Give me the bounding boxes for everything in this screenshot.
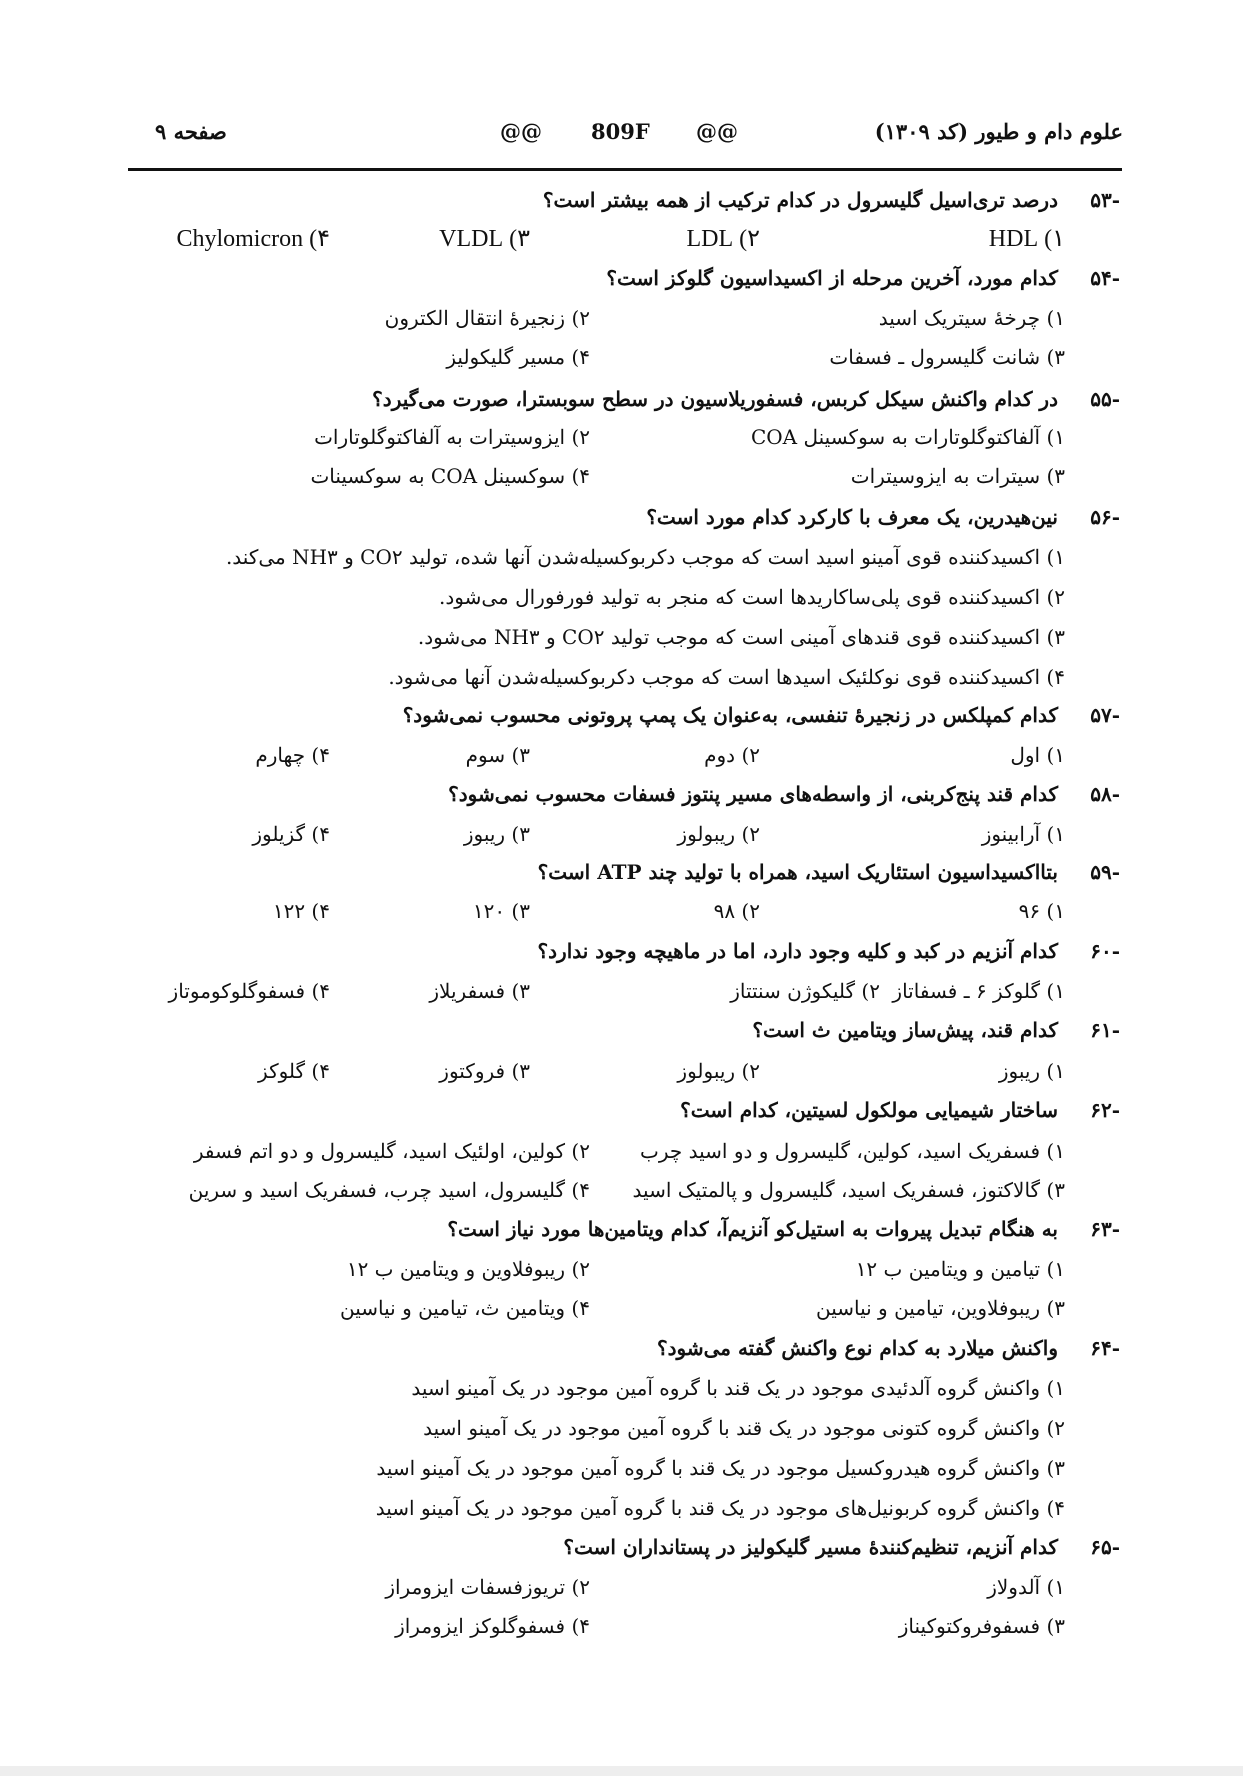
option-56-4-row (165, 665, 1120, 701)
option-3: ۳) شانت گلیسرول ـ فسفات (829, 345, 1065, 369)
options-62-row1 (165, 1139, 1120, 1175)
question-57 (165, 703, 1120, 739)
option-2: ۲) ایزوسیترات به آلفاکتوگلوتارات (314, 425, 590, 449)
question-text: کدام قند پنج‌کربنی، از واسطه‌های مسیر پنتوز فسفات محسوب نمی‌شود؟ (448, 782, 1058, 806)
option-2: ۲) زنجیرهٔ انتقال الکترون (384, 306, 590, 330)
question-number: -۶۴ (1090, 1336, 1120, 1360)
question-text: به هنگام تبدیل پیروات به استیل‌کو آنزیم‌آ، کدام ویتامین‌ها مورد نیاز است؟ (447, 1217, 1058, 1241)
options-54-row2 (165, 345, 1120, 381)
option-1: ۱) آلفاکتوگلوتارات به سوکسینل COA (750, 425, 1065, 449)
option-3: ۳) گالاکتوز، فسفریک اسید، گلیسرول و پالمتیک اسید (632, 1178, 1065, 1202)
options-61 (165, 1059, 1120, 1095)
option-3: ۳) ۱۲۰ (472, 899, 530, 923)
question-56 (165, 505, 1120, 541)
option-2: ۲) ریبولوز (677, 1059, 760, 1083)
header-marker-right: @@ (696, 119, 738, 144)
question-53 (165, 188, 1120, 224)
option-64-4-row (165, 1496, 1120, 1532)
option-4: ۴) گلیسرول، اسید چرب، فسفریک اسید و سرین (188, 1178, 590, 1202)
option-56-2-row (165, 585, 1120, 621)
booklet-code: 809F (591, 119, 650, 144)
question-59 (165, 860, 1120, 896)
options-65-row2 (165, 1614, 1120, 1650)
options-63-row1 (165, 1257, 1120, 1293)
question-62 (165, 1098, 1120, 1134)
option-3: ۳) VLDL (439, 226, 530, 252)
question-text: کدام مورد، آخرین مرحله از اکسیداسیون گلوکز است؟ (606, 266, 1058, 290)
option-3: ۳) ریبوفلاوین، تیامین و نیاسین (815, 1296, 1065, 1320)
header-divider (128, 168, 1122, 171)
option-4: ۴) گزیلوز (252, 822, 330, 846)
question-61 (165, 1018, 1120, 1054)
option-4: ۴) فسفوگلوکوموتاز (168, 979, 330, 1003)
question-54 (165, 266, 1120, 302)
option-2: ۲) گلیکوژن سنتتاز (730, 979, 880, 1003)
option-1: ۱) ریبوز (998, 1059, 1065, 1083)
question-text: درصد تری‌اسیل گلیسرول در کدام ترکیب از همه بیشتر است؟ (542, 188, 1058, 212)
option-3: ۳) سیترات به ایزوسیترات (850, 464, 1065, 488)
question-text: کدام آنزیم، تنظیم‌کنندهٔ مسیر گلیکولیز در پستانداران است؟ (563, 1535, 1058, 1559)
option-1: ۱) آرابینوز (981, 822, 1065, 846)
question-text: بتااکسیداسیون استئاریک اسید، همراه با تولید چند ATP است؟ (537, 860, 1058, 884)
option-2: ۲) ریبولوز (677, 822, 760, 846)
exam-title: علوم دام و طیور (کد ۱۳۰۹) (874, 119, 1123, 144)
question-58 (165, 782, 1120, 818)
option-1: ۱) واکنش گروه آلدئیدی موجود در یک قند با گروه آمین موجود در یک آمینو اسید (411, 1376, 1065, 1400)
options-55-row2 (165, 464, 1120, 500)
question-65 (165, 1535, 1120, 1571)
question-number: -۵۹ (1090, 860, 1120, 884)
option-4: ۴) گلوکز (258, 1059, 330, 1083)
option-4: ۴) ۱۲۲ (272, 899, 330, 923)
question-number: -۵۴ (1090, 266, 1120, 290)
option-64-3-row (165, 1456, 1120, 1492)
options-62-row2 (165, 1178, 1120, 1214)
options-55-row1 (165, 425, 1120, 461)
question-60 (165, 939, 1120, 975)
question-text: نین‌هیدرین، یک معرف با کارکرد کدام مورد است؟ (646, 505, 1058, 529)
options-54-row1 (165, 306, 1120, 342)
option-2: ۲) اکسیدکننده قوی پلی‌ساکاریدها است که منجر به تولید فورفورال می‌شود. (438, 585, 1065, 609)
option-2: ۲) کولین، اولئیک اسید، گلیسرول و دو اتم فسفر (193, 1139, 590, 1163)
options-60 (165, 979, 1120, 1015)
question-55 (165, 387, 1120, 423)
question-number: -۵۶ (1090, 505, 1120, 529)
question-text: کدام کمپلکس در زنجیرهٔ تنفسی، به‌عنوان یک پمپ پروتونی محسوب نمی‌شود؟ (402, 703, 1058, 727)
option-1: ۱) گلوکز ۶ ـ فسفاتاز (892, 979, 1065, 1003)
option-4: ۴) ویتامین ث، تیامین و نیاسین (340, 1296, 590, 1320)
option-1: ۱) فسفریک اسید، کولین، گلیسرول و دو اسید چرب (640, 1139, 1065, 1163)
question-text: در کدام واکنش سیکل کربس، فسفوریلاسیون در سطح سوبسترا، صورت می‌گیرد؟ (372, 387, 1058, 411)
option-4: ۴) واکنش گروه کربونیل‌های موجود در یک قند با گروه آمین موجود در یک آمینو اسید (375, 1496, 1065, 1520)
option-2: ۲) ۹۸ (713, 899, 760, 923)
option-3: ۳) ریبوز (463, 822, 530, 846)
option-4: ۴) اکسیدکننده قوی نوکلئیک اسیدها است که موجب دکربوکسیله‌شدن آنها می‌شود. (388, 665, 1065, 689)
option-3: ۳) اکسیدکننده قوی قندهای آمینی است که موجب تولید CO۲ و NH۳ می‌شود. (417, 625, 1065, 649)
option-56-3-row (165, 625, 1120, 661)
option-1: ۱) ۹۶ (1018, 899, 1065, 923)
option-3: ۳) واکنش گروه هیدروکسیل موجود در یک قند با گروه آمین موجود در یک آمینو اسید (376, 1456, 1065, 1480)
question-text: کدام قند، پیش‌ساز ویتامین ث است؟ (752, 1018, 1058, 1042)
question-number: -۶۵ (1090, 1535, 1120, 1559)
options-58 (165, 822, 1120, 858)
option-1: ۱) چرخهٔ سیتریک اسید (878, 306, 1065, 330)
question-number: -۵۸ (1090, 782, 1120, 806)
option-3: ۳) فسفریلاز (429, 979, 530, 1003)
option-64-2-row (165, 1416, 1120, 1452)
option-2: ۲) LDL (686, 226, 760, 252)
option-2: ۲) دوم (704, 743, 760, 767)
options-53 (165, 224, 1120, 260)
options-59 (165, 899, 1120, 935)
question-number: -۵۷ (1090, 703, 1120, 727)
page-bottom-strip (0, 1766, 1243, 1776)
option-4: ۴) چهارم (255, 743, 330, 767)
question-text: واکنش میلارد به کدام نوع واکنش گفته می‌شود؟ (657, 1336, 1058, 1360)
option-3: ۳) سوم (465, 743, 530, 767)
options-65-row1 (165, 1575, 1120, 1611)
option-1: ۱) آلدولاز (987, 1575, 1065, 1599)
option-1: ۱) تیامین و ویتامین ب ۱۲ (855, 1257, 1065, 1281)
option-4: ۴) مسیر گلیکولیز (446, 345, 590, 369)
option-1: ۱) اول (1010, 743, 1065, 767)
option-4: ۴) Chylomicron (176, 226, 330, 252)
question-text: ساختار شیمیایی مولکول لسیتین، کدام است؟ (680, 1098, 1058, 1122)
option-56-1-row (165, 545, 1120, 581)
option-3: ۳) فروکتوز (439, 1059, 530, 1083)
options-63-row2 (165, 1296, 1120, 1332)
option-4: ۴) سوکسینل COA به سوکسینات (310, 464, 590, 488)
option-1: ۱) HDL (988, 226, 1065, 252)
option-2: ۲) واکنش گروه کتونی موجود در یک قند با گروه آمین موجود در یک آمینو اسید (423, 1416, 1065, 1440)
question-number: -۶۳ (1090, 1217, 1120, 1241)
question-64 (165, 1336, 1120, 1372)
option-2: ۲) تریوزفسفات ایزومراز (385, 1575, 590, 1599)
question-text: کدام آنزیم در کبد و کلیه وجود دارد، اما در ماهیچه وجود ندارد؟ (537, 939, 1058, 963)
header-marker-left: @@ (500, 119, 542, 144)
question-number: -۵۵ (1090, 387, 1120, 411)
question-63 (165, 1217, 1120, 1253)
option-2: ۲) ریبوفلاوین و ویتامین ب ۱۲ (346, 1257, 590, 1281)
question-number: -۶۱ (1090, 1018, 1120, 1042)
option-3: ۳) فسفوفروکتوکیناز (898, 1614, 1065, 1638)
question-number: -۶۰ (1090, 939, 1120, 963)
option-64-1-row (165, 1376, 1120, 1412)
option-4: ۴) فسفوگلوکز ایزومراز (395, 1614, 590, 1638)
question-number: -۵۳ (1090, 188, 1120, 212)
question-number: -۶۲ (1090, 1098, 1120, 1122)
page-number: صفحه ۹ (155, 119, 227, 144)
option-1: ۱) اکسیدکننده قوی آمینو اسید است که موجب دکربوکسیله‌شدن آنها شده، تولید CO۲ و NH۳ می‌کند. (225, 545, 1065, 569)
options-57 (165, 743, 1120, 779)
